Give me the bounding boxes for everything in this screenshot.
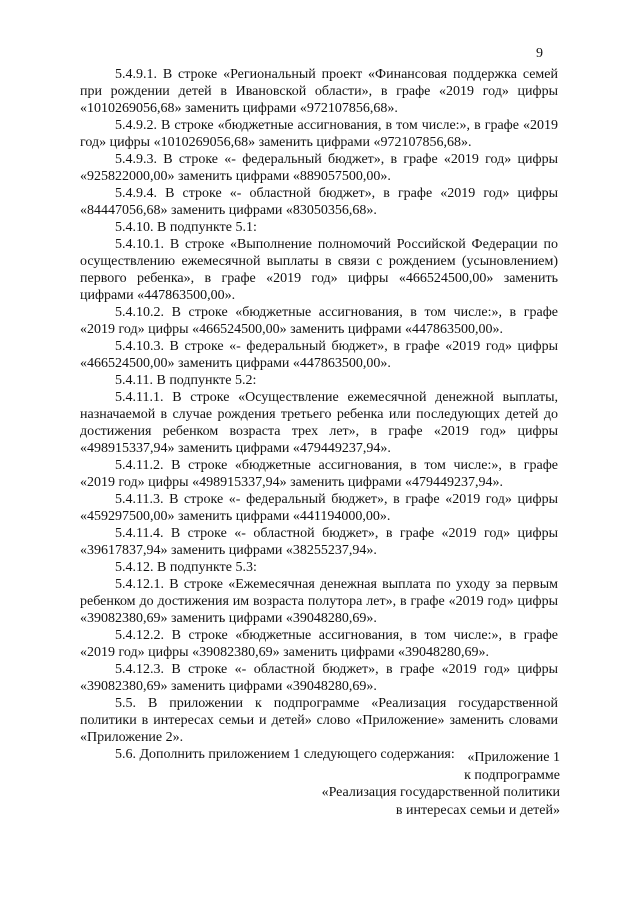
paragraph-5-4-9-3: 5.4.9.3. В строке «- федеральный бюджет», в графе «2019 год» цифры «925822000,00» заменить цифрами «889057500,00». <box>80 152 558 184</box>
paragraph-5-4-10-2: 5.4.10.2. В строке «бюджетные ассигнования, в том числе:», в графе «2019 год» цифры «466524500,00» заменить цифрами «447863500,00». <box>80 305 558 337</box>
paragraph-5-4-9-4: 5.4.9.4. В строке «- областной бюджет», в графе «2019 год» цифры «84447056,68» заменить цифрами «83050356,68». <box>80 186 558 218</box>
paragraph-5-4-12: 5.4.12. В подпункте 5.3: <box>115 560 257 575</box>
page-number: 9 <box>536 46 543 61</box>
paragraph-5-4-12-2: 5.4.12.2. В строке «бюджетные ассигнования, в том числе:», в графе «2019 год» цифры «39082380,69» заменить цифрами «39048280,69». <box>80 628 558 660</box>
paragraph-5-4-10-1: 5.4.10.1. В строке «Выполнение полномочий Российской Федерации по осуществлению ежемесячной выплаты в связи с рождением (усыновлением) первого ребенка», в графе «2019 год» цифры «466524500,00» заменить цифрами «447863500,00». <box>80 237 558 303</box>
paragraph-5-4-12-3: 5.4.12.3. В строке «- областной бюджет», в графе «2019 год» цифры «39082380,69» заменить цифрами «39048280,69». <box>80 662 558 694</box>
paragraph-5-4-11: 5.4.11. В подпункте 5.2: <box>115 373 257 388</box>
paragraph-5-4-9-2: 5.4.9.2. В строке «бюджетные ассигнования, в том числе:», в графе «2019 год» цифры «1010269056,68» заменить цифрами «972107856,68». <box>80 118 558 150</box>
paragraph-5-4-10: 5.4.10. В подпункте 5.1: <box>115 220 257 235</box>
paragraph-5-5: 5.5. В приложении к подпрограмме «Реализация государственной политики в интересах семьи и детей» слово «Приложение» заменить словами «Приложение 2». <box>80 696 558 745</box>
attachment-title: «Приложение 1 <box>467 750 560 765</box>
attachment-subprogram-label: к подпрограмме <box>464 767 560 783</box>
paragraph-5-4-9-1: 5.4.9.1. В строке «Региональный проект «Финансовая поддержка семей при рождении детей в Ивановской области», в графе «2019 год» цифры «1010269056,68» заменить цифрами «972107856,68». <box>80 67 558 116</box>
attachment-header <box>270 749 560 819</box>
paragraph-5-4-11-3: 5.4.11.3. В строке «- федеральный бюджет», в графе «2019 год» цифры «459297500,00» заменить цифрами «441194000,00». <box>80 492 558 524</box>
paragraph-5-4-11-1: 5.4.11.1. В строке «Осуществление ежемесячной денежной выплаты, назначаемой в случае рождения третьего ребенка или последующих детей до достижения ребенком возраста трех лет», в графе «2019 год» цифры «498915337,94» заменить цифрами «479449237,94». <box>80 390 558 456</box>
attachment-subprogram-name-line2: в интересах семьи и детей» <box>395 802 560 818</box>
attachment-subprogram-name-line1: «Реализация государственной политики <box>321 785 560 800</box>
paragraph-5-4-11-2: 5.4.11.2. В строке «бюджетные ассигнования, в том числе:», в графе «2019 год» цифры «498915337,94» заменить цифрами «479449237,94». <box>80 458 558 490</box>
document-body <box>80 66 558 763</box>
paragraph-5-4-10-3: 5.4.10.3. В строке «- федеральный бюджет», в графе «2019 год» цифры «466524500,00» заменить цифрами «447863500,00». <box>80 339 558 371</box>
paragraph-5-4-12-1: 5.4.12.1. В строке «Ежемесячная денежная выплата по уходу за первым ребенком до достижения им возраста полутора лет», в графе «2019 год» цифры «39082380,69» заменить цифрами «39048280,69». <box>80 577 558 626</box>
paragraph-5-6: 5.6. Дополнить приложением 1 следующего содержания: <box>115 747 455 762</box>
paragraph-5-4-11-4: 5.4.11.4. В строке «- областной бюджет», в графе «2019 год» цифры «39617837,94» заменить цифрами «38255237,94». <box>80 526 558 558</box>
